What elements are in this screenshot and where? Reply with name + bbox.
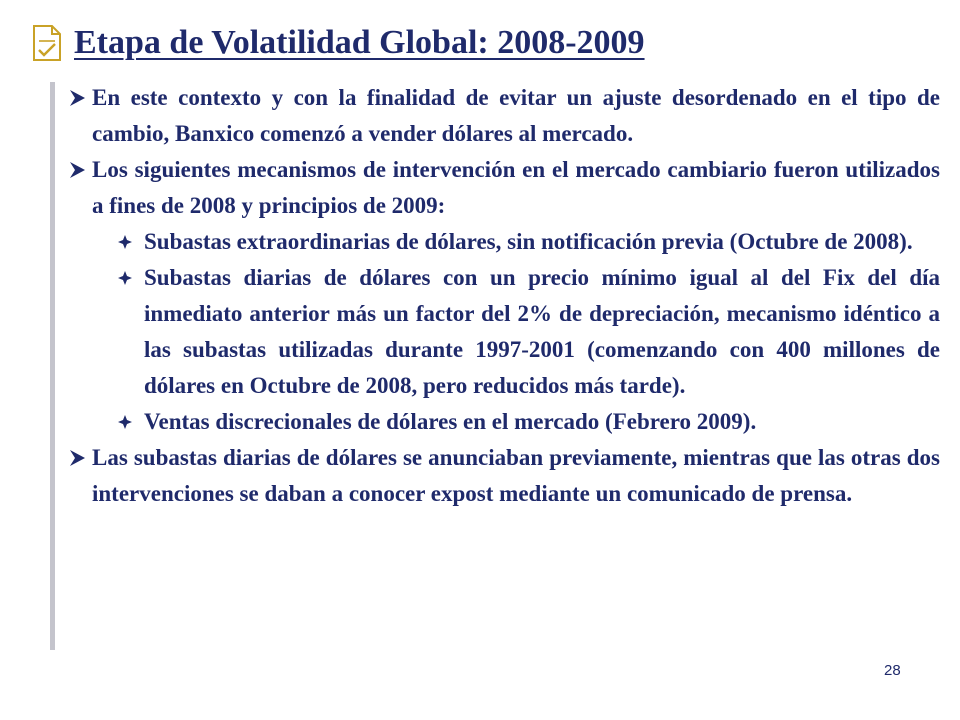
bullet-item xyxy=(64,80,940,152)
sub-item-text: Ventas discrecionales de dólares en el mercado (Febrero 2009). xyxy=(144,409,757,434)
bullet-text: Los siguientes mecanismos de intervención en el mercado cambiario fueron utilizados a fines de 2008 y principios de 2009: xyxy=(92,157,940,218)
sub-item xyxy=(64,224,940,260)
diamond-star-icon xyxy=(118,404,134,440)
document-check-icon xyxy=(28,23,64,63)
page-title: Etapa de Volatilidad Global: 2008-2009 xyxy=(74,24,645,61)
accent-bar xyxy=(50,82,55,650)
bullet-item xyxy=(64,440,940,512)
arrowhead-icon xyxy=(68,440,88,476)
sub-item xyxy=(64,260,940,404)
bullet-text: Las subastas diarias de dólares se anunciaban previamente, mientras que las otras dos intervenciones se daban a conocer expost mediante un comunicado de prensa. xyxy=(92,445,940,506)
sub-item xyxy=(64,404,940,440)
arrowhead-icon xyxy=(68,152,88,188)
sub-item-text: Subastas diarias de dólares con un precio mínimo igual al del Fix del día inmediato anterior más un factor del 2% de depreciación, mecanismo idéntico a las subastas utilizadas durante 1997-2001 (comenzando con 400 millones de dólares en Octubre de 2008, pero reducidos más tarde). xyxy=(144,265,940,398)
page-number: 28 xyxy=(884,662,901,679)
sub-item-text: Subastas extraordinarias de dólares, sin notificación previa (Octubre de 2008). xyxy=(144,229,913,254)
arrowhead-icon xyxy=(68,80,88,116)
diamond-star-icon xyxy=(118,224,134,260)
diamond-star-icon xyxy=(118,260,134,296)
bullet-item xyxy=(64,152,940,224)
slide-content xyxy=(64,80,940,512)
bullet-text: En este contexto y con la finalidad de evitar un ajuste desordenado en el tipo de cambio, Banxico comenzó a vender dólares al mercado. xyxy=(92,85,940,146)
title-row xyxy=(28,18,645,68)
